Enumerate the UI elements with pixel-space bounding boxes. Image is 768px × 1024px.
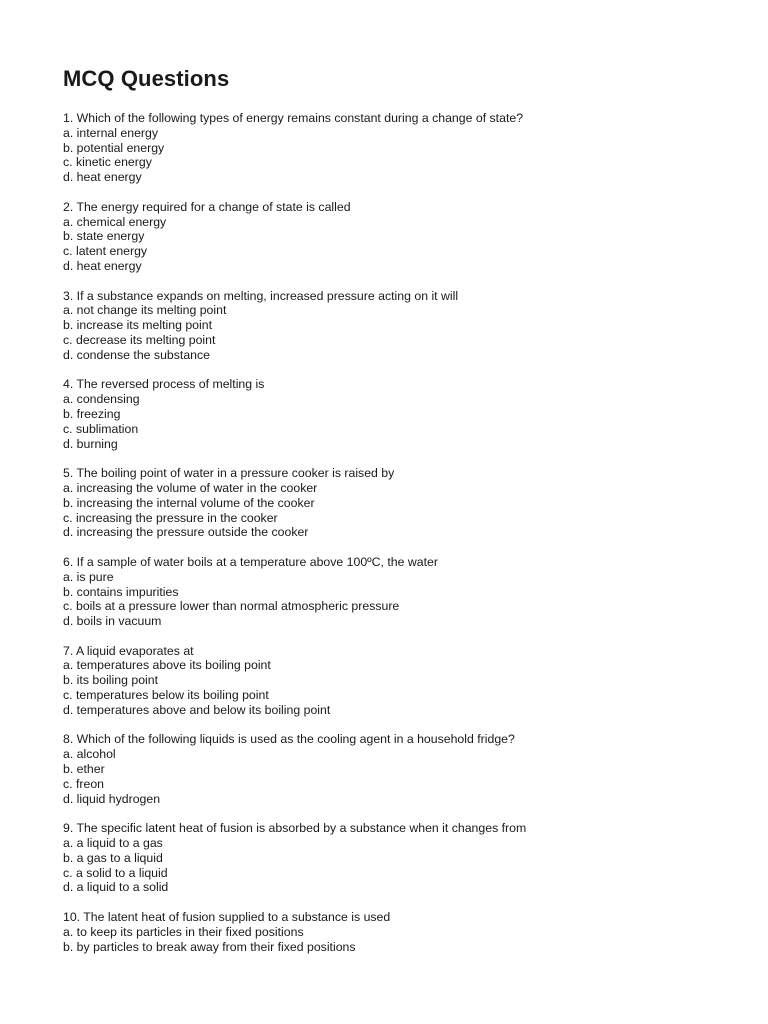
- option-d: d. burning: [63, 436, 118, 451]
- question-text: 2. The energy required for a change of state is called: [63, 199, 351, 214]
- question-8: [63, 732, 743, 806]
- option-a: a. condensing: [63, 392, 140, 407]
- option-d: d. increasing the pressure outside the cooker: [63, 525, 309, 540]
- question-10: [63, 910, 743, 954]
- option-c: c. temperatures below its boiling point: [63, 688, 269, 703]
- option-b: b. contains impurities: [63, 584, 179, 599]
- question-text: 7. A liquid evaporates at: [63, 643, 194, 658]
- option-d: d. liquid hydrogen: [63, 791, 161, 806]
- question-text: 1. Which of the following types of energy remains constant during a change of state?: [63, 111, 524, 125]
- option-a: a. chemical energy: [63, 214, 167, 229]
- option-d: d. a liquid to a solid: [63, 880, 169, 895]
- option-a: a. to keep its particles in their fixed positions: [63, 924, 304, 939]
- question-text: 8. Which of the following liquids is used as the cooling agent in a household fridge?: [63, 732, 515, 747]
- option-c: c. a solid to a liquid: [63, 865, 168, 880]
- question-text: 3. If a substance expands on melting, increased pressure acting on it will: [63, 288, 459, 303]
- option-c: c. boils at a pressure lower than normal atmospheric pressure: [63, 599, 400, 614]
- option-a: a. is pure: [63, 569, 114, 584]
- option-a: a. internal energy: [63, 125, 159, 140]
- option-a: a. increasing the volume of water in the cooker: [63, 480, 318, 495]
- question-6: [63, 555, 743, 629]
- question-text: 6. If a sample of water boils at a temperature above 100ºC, the water: [63, 554, 438, 569]
- question-text: 9. The specific latent heat of fusion is absorbed by a substance when it changes from: [63, 821, 527, 836]
- option-c: c. sublimation: [63, 421, 139, 436]
- option-d: d. heat energy: [63, 170, 142, 185]
- option-d: d. boils in vacuum: [63, 614, 162, 629]
- question-text: 5. The boiling point of water in a pressure cooker is raised by: [63, 466, 395, 481]
- option-d: d. temperatures above and below its boiling point: [63, 702, 331, 717]
- question-1: [63, 111, 743, 185]
- question-4: [63, 377, 743, 451]
- option-c: c. increasing the pressure in the cooker: [63, 510, 278, 525]
- question-text: 4. The reversed process of melting is: [63, 377, 265, 392]
- option-b: b. state energy: [63, 229, 145, 244]
- document-page: [63, 64, 743, 969]
- option-b: b. freezing: [63, 406, 121, 421]
- option-b: b. by particles to break away from their fixed positions: [63, 939, 356, 954]
- option-c: c. freon: [63, 776, 105, 791]
- option-b: b. its boiling point: [63, 673, 159, 688]
- option-c: c. kinetic energy: [63, 155, 152, 170]
- question-9: [63, 821, 743, 895]
- option-d: d. condense the substance: [63, 347, 210, 362]
- option-d: d. heat energy: [63, 258, 142, 273]
- option-b: b. ether: [63, 762, 105, 777]
- option-b: b. increase its melting point: [63, 318, 213, 333]
- option-a: a. not change its melting point: [63, 303, 227, 318]
- option-a: a. a liquid to a gas: [63, 836, 163, 851]
- option-c: c. latent energy: [63, 244, 148, 259]
- question-3: [63, 289, 743, 363]
- question-7: [63, 644, 743, 718]
- option-b: b. potential energy: [63, 140, 165, 155]
- question-5: [63, 466, 743, 540]
- option-a: a. temperatures above its boiling point: [63, 658, 271, 673]
- option-b: b. a gas to a liquid: [63, 850, 163, 865]
- page-title: MCQ Questions: [63, 66, 230, 91]
- option-c: c. decrease its melting point: [63, 332, 216, 347]
- option-a: a. alcohol: [63, 747, 116, 762]
- option-b: b. increasing the internal volume of the cooker: [63, 495, 315, 510]
- question-2: [63, 200, 743, 274]
- question-text: 10. The latent heat of fusion supplied to a substance is used: [63, 910, 391, 925]
